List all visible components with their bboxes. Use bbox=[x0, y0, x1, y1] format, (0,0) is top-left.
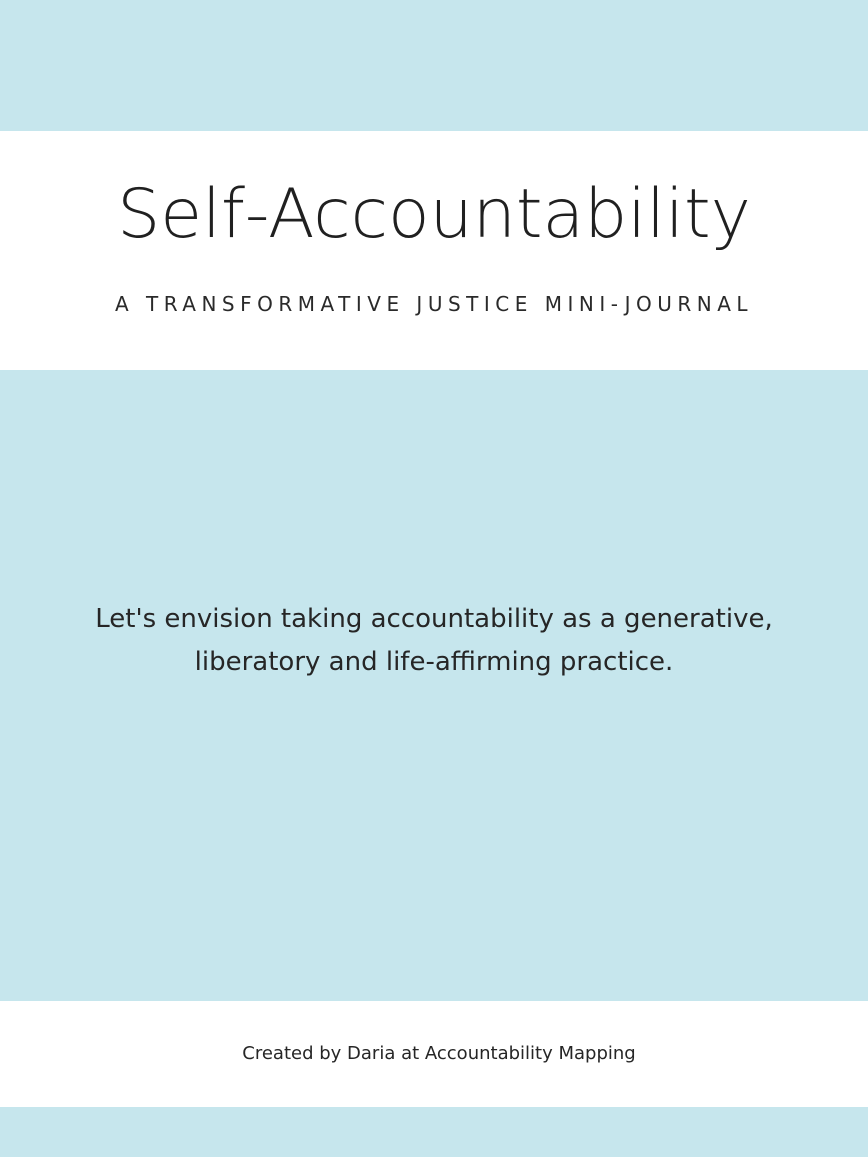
cover-credit: Created by Daria at Accountability Mapping bbox=[242, 1043, 636, 1064]
cover-tagline: Let's envision taking accountability as a generative, liberatory and life-affirming practice. bbox=[95, 604, 773, 677]
cover-title: Self-Accountability bbox=[117, 175, 751, 254]
cover-subtitle: A TRANSFORMATIVE JUSTICE MINI-JOURNAL bbox=[114, 292, 754, 316]
